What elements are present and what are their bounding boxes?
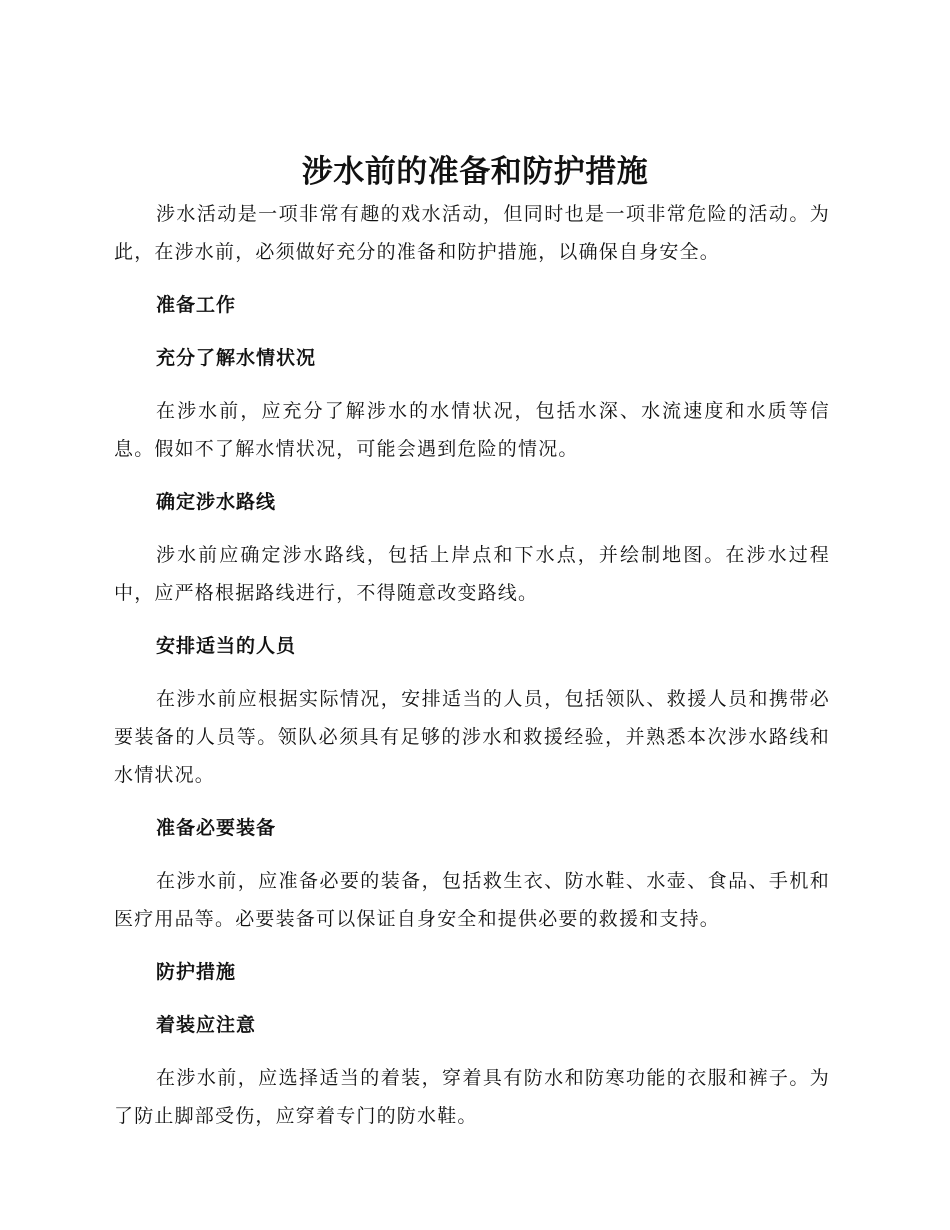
subsection-heading-route: 确定涉水路线 (156, 491, 277, 513)
intro-paragraph: 涉水活动是一项非常有趣的戏水活动，但同时也是一项非常危险的活动。为此，在涉水前，必须做好充分的准备和防护措施，以确保自身安全。 (114, 203, 830, 263)
section-heading-protection: 防护措施 (156, 961, 237, 983)
subsection-heading-water-conditions: 充分了解水情状况 (156, 347, 317, 369)
document-body (114, 195, 830, 1135)
subsection-heading-personnel: 安排适当的人员 (156, 635, 297, 657)
subsection-body-equipment: 在涉水前，应准备必要的装备，包括救生衣、防水鞋、水壶、食品、手机和医疗用品等。必要装备可以保证自身安全和提供必要的救援和支持。 (114, 870, 830, 930)
subsection-body-water-conditions: 在涉水前，应充分了解涉水的水情状况，包括水深、水流速度和水质等信息。假如不了解水情状况，可能会遇到危险的情况。 (114, 400, 830, 460)
subsection-body-route: 涉水前应确定涉水路线，包括上岸点和下水点，并绘制地图。在涉水过程中，应严格根据路线进行，不得随意改变路线。 (114, 544, 830, 604)
document-title: 涉水前的准备和防护措施 (301, 154, 649, 190)
subsection-heading-equipment: 准备必要装备 (156, 817, 277, 839)
subsection-body-personnel: 在涉水前应根据实际情况，安排适当的人员，包括领队、救援人员和携带必要装备的人员等。领队必须具有足够的涉水和救援经验，并熟悉本次涉水路线和水情状况。 (114, 688, 830, 786)
subsection-heading-clothing: 着装应注意 (156, 1014, 257, 1036)
subsection-body-clothing: 在涉水前，应选择适当的着装，穿着具有防水和防寒功能的衣服和裤子。为了防止脚部受伤，应穿着专门的防水鞋。 (114, 1067, 830, 1127)
section-heading-preparation: 准备工作 (156, 294, 237, 316)
